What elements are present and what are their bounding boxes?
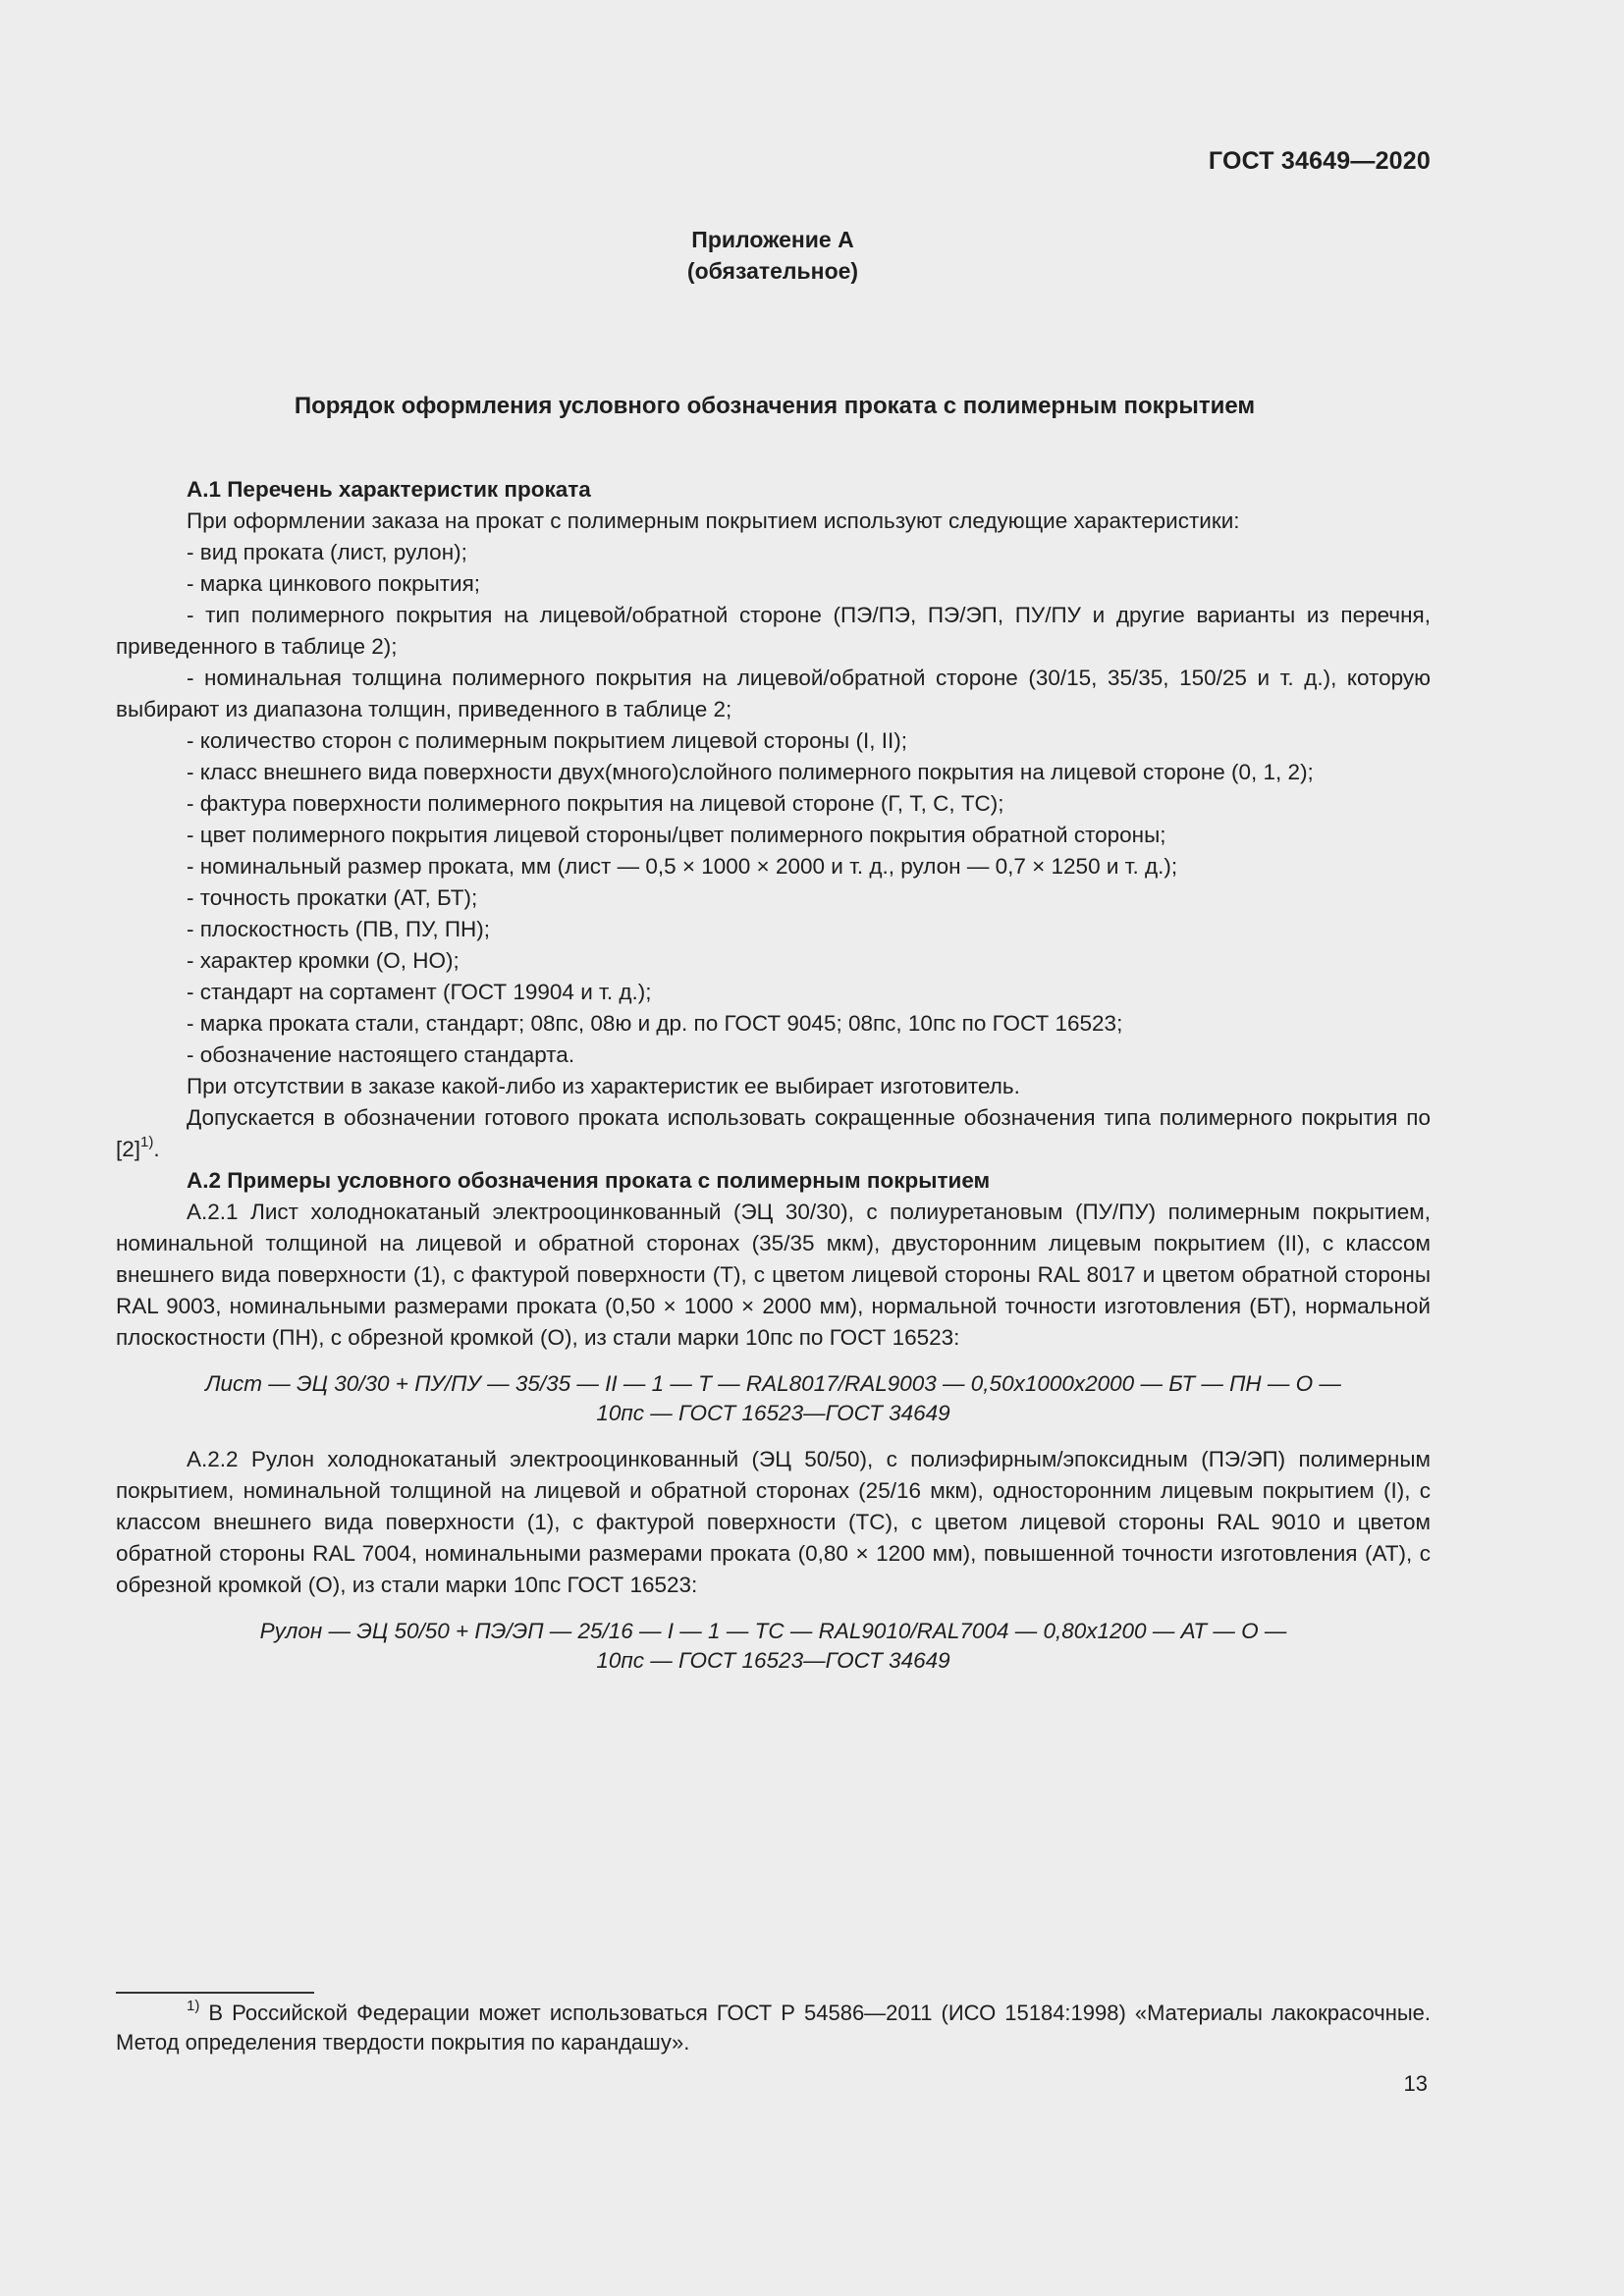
example-2-text: А.2.2 Рулон холоднокатаный электрооцинкованный (ЭЦ 50/50), с полиэфирным/эпоксидным (ПЭ/ЭП) полимерным покрытием, номинальной толщиной на лицевой и обратной сторонах (25/16 мкм), односторонним лицевым покрытием (I), с классом внешнего вида поверхности (1), с фактурой поверхности (ТС), с цветом лицевой стороны RAL 9010 и цветом обратной стороны RAL 7004, номинальными размерами проката (0,80 × 1200 мм), повышенной точности изготовления (АТ), с обрезной кромкой (О), из стали марки 10пс ГОСТ 16523: (116, 1447, 1431, 1597)
example-1-designation (116, 1369, 1431, 1428)
footnote-separator (116, 1992, 314, 1994)
section-a2-heading: А.2 Примеры условного обозначения проката с полимерным покрытием (187, 1168, 991, 1193)
example-1-formula-line-1: Лист — ЭЦ 30/30 + ПУ/ПУ — 35/35 — II — 1 — Т — RAL8017/RAL9003 — 0,50х1000х2000 — БТ — ПН — О — (205, 1371, 1341, 1396)
example-1-formula-line-2: 10пс — ГОСТ 16523—ГОСТ 34649 (596, 1401, 950, 1425)
standard-code: ГОСТ 34649—2020 (1208, 147, 1431, 175)
footnote (116, 1999, 1431, 2057)
characteristic-item: - тип полимерного покрытия на лицевой/обратной стороне (ПЭ/ПЭ, ПЭ/ЭП, ПУ/ПУ и другие варианты из перечня, приведенного в таблице 2); (116, 603, 1431, 659)
characteristic-item: - номинальный размер проката, мм (лист — 0,5 × 1000 × 2000 и т. д., рулон — 0,7 × 1250 и т. д.); (187, 854, 1178, 879)
absence-note: При отсутствии в заказе какой-либо из характеристик ее выбирает изготовитель. (187, 1074, 1020, 1098)
characteristic-item: - плоскостность (ПВ, ПУ, ПН); (187, 917, 491, 941)
example-2-formula-line-1: Рулон — ЭЦ 50/50 + ПЭ/ЭП — 25/16 — I — 1 — ТС — RAL9010/RAL7004 — 0,80х1200 — АТ — О — (259, 1619, 1287, 1643)
characteristic-item: - марка цинкового покрытия; (187, 571, 481, 596)
example-1-text: А.2.1 Лист холоднокатаный электрооцинкованный (ЭЦ 30/30), с полиуретановым (ПУ/ПУ) полимерным покрытием, номинальной толщиной на лицевой и обратной сторонах (35/35 мкм), двусторонним лицевым покрытием (II), с классом внешнего вида поверхности (1), с фактурой поверхности (Т), с цветом лицевой стороны RAL 8017 и цветом обратной стороны RAL 9003, номинальными размерами проката (0,50 × 1000 × 2000 мм), нормальной точности изготовления (БТ), нормальной плоскостности (ПН), с обрезной кромкой (О), из стали марки 10пс по ГОСТ 16523: (116, 1200, 1431, 1350)
example-2-designation (116, 1617, 1431, 1676)
characteristic-item: - стандарт на сортамент (ГОСТ 19904 и т. д.); (187, 980, 652, 1004)
appendix-title: Приложение А (691, 227, 854, 252)
section-a1-heading: А.1 Перечень характеристик проката (187, 477, 591, 502)
example-2-formula-line-2: 10пс — ГОСТ 16523—ГОСТ 34649 (596, 1648, 950, 1673)
appendix-status: (обязательное) (686, 258, 859, 284)
characteristic-item: - точность прокатки (АТ, БТ); (187, 885, 478, 910)
characteristic-item: - количество сторон с полимерным покрытием лицевой стороны (I, II); (187, 728, 907, 753)
characteristic-item: - класс внешнего вида поверхности двух(много)слойного полимерного покрытия на лицевой стороне (0, 1, 2); (187, 760, 1314, 784)
footnote-paragraph (116, 1999, 1431, 2057)
section-a1-intro: При оформлении заказа на прокат с полимерным покрытием используют следующие характеристики: (187, 508, 1240, 533)
footnote-text: В Российской Федерации может использоваться ГОСТ Р 54586—2011 (ИСО 15184:1998) «Материалы лакокрасочные. Метод определения твердости покрытия по карандашу». (116, 2001, 1431, 2055)
appendix-heading (0, 224, 1545, 287)
page-number: 13 (1403, 2071, 1428, 2096)
main-title: Порядок оформления условного обозначения проката с полимерным покрытием (294, 393, 1256, 419)
characteristic-item: - фактура поверхности полимерного покрытия на лицевой стороне (Г, Т, С, ТС); (187, 791, 1004, 816)
characteristic-item: - марка проката стали, стандарт; 08пс, 08ю и др. по ГОСТ 9045; 08пс, 10пс по ГОСТ 16523; (187, 1011, 1123, 1036)
footnote-ref: 1) (140, 1134, 154, 1150)
characteristic-item: - вид проката (лист, рулон); (187, 540, 467, 564)
characteristic-item: - обозначение настоящего стандарта. (187, 1042, 575, 1067)
abbrev-note (116, 1102, 1431, 1165)
footnote-marker: 1) (187, 1998, 200, 2014)
abbrev-note-end: . (153, 1137, 160, 1161)
characteristics-list (116, 537, 1431, 1071)
characteristic-item: - характер кромки (О, НО); (187, 948, 460, 973)
characteristic-item: - цвет полимерного покрытия лицевой стороны/цвет полимерного покрытия обратной стороны; (187, 823, 1166, 847)
characteristic-item: - номинальная толщина полимерного покрытия на лицевой/обратной стороне (30/15, 35/35, 150/25 и т. д.), которую выбирают из диапазона толщин, приведенного в таблице 2; (116, 666, 1431, 721)
document-body (116, 474, 1431, 1691)
abbrev-note-text: Допускается в обозначении готового проката использовать сокращенные обозначения типа полимерного покрытия по [2] (116, 1105, 1431, 1161)
